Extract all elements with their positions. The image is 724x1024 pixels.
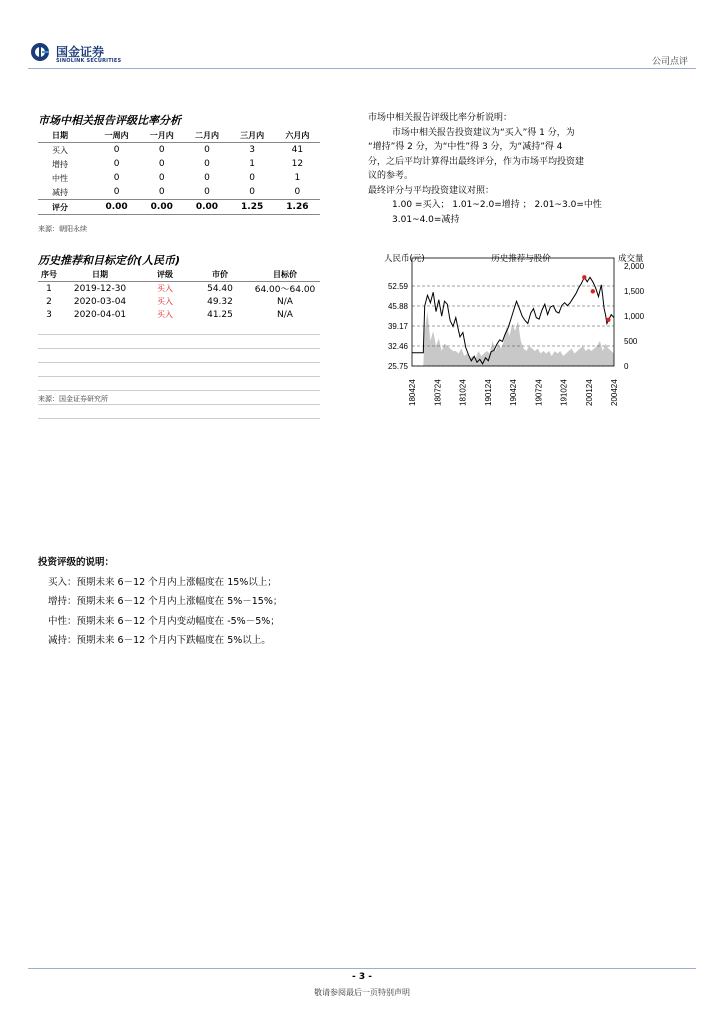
table-cell: 2020-04-01 [73, 309, 127, 320]
y-tick-label-left: 45.88 [387, 302, 408, 311]
table-cell: 0 [158, 145, 165, 155]
table-cell: 3 [249, 145, 256, 155]
empty-row [38, 321, 320, 335]
y-axis-title-right: 成交量 [618, 254, 644, 264]
empty-row [38, 349, 320, 363]
table-cell: 64.00～64.00 [254, 285, 316, 295]
y-tick-label-right: 2,000 [624, 262, 645, 271]
table-cell: 2019-12-30 [73, 283, 127, 294]
y-tick-label-left: 52.59 [387, 282, 408, 291]
table-cell: N/A [277, 296, 293, 307]
rating-stats-table [38, 128, 320, 215]
rating-legend-item: 买入：预期未来 6－12 个月内上涨幅度在 15%以上； [48, 576, 277, 588]
table-cell: 1 [294, 173, 301, 183]
table-cell: 2020-03-04 [73, 296, 127, 307]
rating-stats-source: 来源：朝阳永续 [38, 225, 87, 233]
table-cell: 0 [294, 187, 301, 197]
explanation-line: 市场中相关报告投资建议为“买入”得 1 分，为 [392, 127, 575, 138]
y-tick-label-left: 32.46 [387, 342, 408, 351]
table-cell: 0.00 [94, 200, 139, 215]
y-axis-title-left: 人民币(元) [384, 254, 425, 264]
y-tick-label-right: 1,000 [624, 312, 645, 321]
column-header: 一周内 [94, 128, 139, 143]
recommendation-marker [582, 275, 586, 279]
table-header-row [38, 268, 320, 282]
footer-disclaimer: 敬请参阅最后一页特别声明 [314, 988, 410, 997]
y-tick-label-left: 39.17 [387, 322, 408, 331]
history-source: 来源：国金证券研究所 [38, 395, 108, 403]
rating-legend-item: 增持：预期未来 6－12 个月内上涨幅度在 5%－15%； [48, 596, 283, 607]
column-header: 目标价 [250, 268, 320, 282]
table-cell: 0 [204, 187, 210, 197]
header-divider [28, 68, 696, 69]
table-cell: 1 [46, 283, 52, 294]
recommendation-marker [606, 318, 610, 322]
table-cell: 41.25 [207, 309, 233, 320]
score-row [38, 200, 320, 215]
x-tick-label: 180724 [433, 379, 443, 406]
table-cell: 54.40 [207, 283, 233, 294]
table-row [38, 308, 320, 321]
row-label: 增持 [52, 159, 68, 169]
history-title: 历史推荐和目标定价(人民币) [38, 254, 181, 267]
table-cell: 0 [249, 173, 256, 183]
volume-area [412, 311, 614, 366]
column-header: 二月内 [184, 128, 229, 143]
logo-english-name: SINOLINK SECURITIES [56, 58, 122, 64]
table-row [38, 282, 320, 296]
y-tick-label-right: 1,500 [624, 287, 645, 296]
table-cell: N/A [277, 309, 293, 320]
column-header: 市价 [190, 268, 250, 282]
explanation-line: 分，之后平均计算得出最终评分，作为市场平均投资建 [368, 156, 585, 167]
mapping-title: 最终评分与平均投资建议对照： [368, 185, 495, 196]
recommendation-marker [591, 289, 595, 293]
table-row [38, 295, 320, 308]
table-cell: 0 [113, 145, 120, 155]
table-cell: 0 [204, 145, 210, 155]
explanation-line: 议的参考。 [368, 171, 414, 181]
explanation-line: “增持”得 2 分，为“中性”得 3 分，为“减持”得 4 [368, 142, 563, 152]
footer-divider [28, 968, 696, 969]
table-cell: 0 [249, 187, 256, 197]
table-header-row [38, 128, 320, 143]
column-header: 序号 [38, 268, 60, 282]
logo-chinese-name: 国金证券 [56, 45, 105, 59]
table-row [38, 143, 320, 158]
table-cell: 0 [204, 173, 210, 183]
table-cell: 0.00 [139, 200, 184, 215]
row-label: 买入 [52, 145, 68, 155]
table-cell: 41 [291, 145, 304, 155]
rating-cell: 买入 [157, 297, 173, 306]
y-tick-label-right: 500 [624, 337, 638, 346]
table-cell: 2 [46, 296, 52, 307]
table-cell: 1.26 [275, 200, 320, 215]
table-cell: 0 [113, 187, 120, 197]
rating-legend-item: 中性：预期未来 6－12 个月内变动幅度在 -5%－5%； [48, 615, 280, 627]
x-tick-label: 190424 [509, 379, 518, 406]
explanation-block [368, 111, 680, 227]
mapping-line: 3.01~4.0=减持 [392, 214, 460, 225]
rating-cell: 买入 [157, 310, 173, 319]
table-cell: 0 [204, 159, 210, 169]
column-header: 三月内 [230, 128, 275, 143]
page-number: - 3 - [352, 972, 372, 982]
price-history-chart [366, 248, 666, 408]
empty-row [38, 335, 320, 349]
column-header: 六月内 [275, 128, 320, 143]
table-cell: 0 [158, 173, 165, 183]
document-type-label: 公司点评 [651, 57, 688, 67]
x-tick-label: 200124 [584, 379, 594, 406]
y-tick-label-right: 0 [624, 362, 629, 371]
row-label: 评分 [38, 200, 94, 215]
table-cell: 0 [158, 187, 165, 197]
table-cell: 12 [291, 159, 304, 169]
column-header: 日期 [38, 128, 94, 143]
x-tick-label: 190124 [483, 379, 493, 406]
y-tick-label-left: 25.75 [387, 362, 408, 371]
column-header: 日期 [60, 268, 140, 282]
x-tick-label: 190724 [534, 379, 544, 406]
table-cell: 0 [113, 159, 120, 169]
rating-stats-title: 市场中相关报告评级比率分析 [38, 114, 181, 127]
chart-title: 历史推荐与股价 [491, 254, 551, 264]
x-tick-label: 180424 [408, 379, 417, 406]
table-row [38, 185, 320, 200]
table-row [38, 171, 320, 185]
row-label: 减持 [52, 187, 68, 197]
table-cell: 0 [113, 173, 120, 183]
table-cell: 1.25 [230, 200, 275, 215]
column-header: 评级 [140, 268, 190, 282]
rating-cell: 买入 [157, 284, 173, 293]
rating-legend-title: 投资评级的说明： [38, 557, 115, 568]
empty-row [38, 405, 320, 419]
empty-row [38, 363, 320, 377]
table-cell: 49.32 [207, 296, 233, 307]
rating-legend [38, 553, 282, 651]
x-tick-label: 200424 [610, 379, 619, 406]
column-header: 一月内 [139, 128, 184, 143]
x-tick-label: 191024 [559, 379, 569, 406]
mapping-line: 1.00 =买入； 1.01~2.0=增持 ； 2.01~3.0=中性 [392, 200, 602, 210]
rating-legend-item: 减持：预期未来 6－12 个月内下跌幅度在 5%以上。 [48, 635, 271, 646]
table-row [38, 157, 320, 171]
sinolink-logo-icon [30, 42, 50, 62]
row-label: 中性 [52, 173, 68, 183]
x-tick-label: 181024 [458, 379, 468, 406]
explanation-title: 市场中相关报告评级比率分析说明： [368, 113, 513, 123]
table-cell: 1 [249, 159, 256, 169]
table-cell: 0.00 [184, 200, 229, 215]
table-cell: 0 [158, 159, 165, 169]
table-cell: 3 [46, 309, 52, 320]
empty-row [38, 377, 320, 391]
